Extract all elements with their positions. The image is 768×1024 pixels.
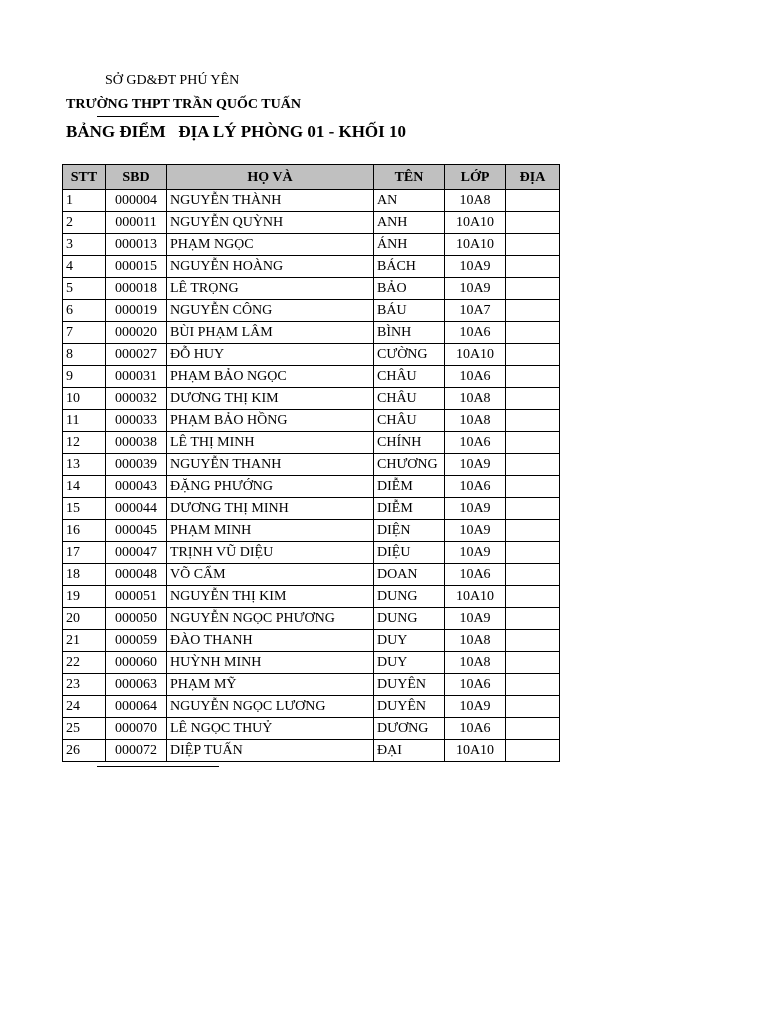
cell-ten: DUY [374,652,445,674]
table-row [63,278,560,300]
cell-dia [506,564,560,586]
cell-ho-va: PHẠM NGỌC [167,234,374,256]
cell-ten: CHÂU [374,410,445,432]
cell-stt: 12 [63,432,106,454]
cell-sbd: 000048 [106,564,167,586]
cell-ho-va: ĐỖ HUY [167,344,374,366]
cell-lop: 10A8 [445,652,506,674]
table-row [63,190,560,212]
table-row [63,256,560,278]
cell-ho-va: TRỊNH VŨ DIỆU [167,542,374,564]
cell-stt: 11 [63,410,106,432]
table-row [63,344,560,366]
school-name: TRƯỜNG THPT TRẦN QUỐC TUẤN [66,97,301,112]
cell-dia [506,432,560,454]
cell-stt: 4 [63,256,106,278]
header-row [63,165,560,190]
cell-dia [506,718,560,740]
cell-ten: ĐẠI [374,740,445,762]
school-underline [97,116,219,117]
cell-sbd: 000045 [106,520,167,542]
cell-sbd: 000059 [106,630,167,652]
table-row [63,410,560,432]
cell-ho-va: LÊ THỊ MINH [167,432,374,454]
cell-dia [506,388,560,410]
cell-sbd: 000027 [106,344,167,366]
table-body [63,190,560,762]
cell-lop: 10A6 [445,718,506,740]
table-row [63,630,560,652]
column-header-ten: TÊN [374,165,445,190]
cell-lop: 10A9 [445,454,506,476]
cell-stt: 25 [63,718,106,740]
cell-dia [506,300,560,322]
cell-lop: 10A8 [445,630,506,652]
footer-rule [97,766,219,767]
cell-stt: 17 [63,542,106,564]
cell-sbd: 000039 [106,454,167,476]
cell-ho-va: LÊ TRỌNG [167,278,374,300]
cell-ten: DUYÊN [374,696,445,718]
cell-sbd: 000038 [106,432,167,454]
cell-ten: DUY [374,630,445,652]
cell-dia [506,278,560,300]
cell-dia [506,520,560,542]
column-header-stt: STT [63,165,106,190]
cell-stt: 16 [63,520,106,542]
cell-ho-va: PHẠM BẢO HỒNG [167,410,374,432]
cell-ho-va: PHẠM MỸ [167,674,374,696]
cell-ho-va: NGUYỄN QUỲNH [167,212,374,234]
cell-sbd: 000060 [106,652,167,674]
cell-lop: 10A10 [445,740,506,762]
cell-stt: 8 [63,344,106,366]
cell-lop: 10A6 [445,432,506,454]
cell-stt: 22 [63,652,106,674]
cell-dia [506,696,560,718]
table-row [63,608,560,630]
cell-stt: 2 [63,212,106,234]
cell-ten: DUNG [374,586,445,608]
table-row [63,300,560,322]
cell-ten: CHÂU [374,366,445,388]
cell-stt: 3 [63,234,106,256]
cell-lop: 10A9 [445,278,506,300]
cell-stt: 14 [63,476,106,498]
cell-dia [506,344,560,366]
table-row [63,586,560,608]
cell-stt: 21 [63,630,106,652]
cell-dia [506,322,560,344]
cell-ho-va: NGUYỄN NGỌC PHƯƠNG [167,608,374,630]
cell-lop: 10A9 [445,256,506,278]
table-row [63,674,560,696]
cell-stt: 18 [63,564,106,586]
cell-stt: 24 [63,696,106,718]
cell-lop: 10A10 [445,586,506,608]
cell-ten: DIỆN [374,520,445,542]
cell-stt: 20 [63,608,106,630]
cell-lop: 10A8 [445,410,506,432]
cell-dia [506,410,560,432]
table-row [63,432,560,454]
cell-lop: 10A6 [445,674,506,696]
cell-dia [506,740,560,762]
cell-sbd: 000020 [106,322,167,344]
cell-ten: BÁU [374,300,445,322]
cell-lop: 10A10 [445,212,506,234]
cell-lop: 10A9 [445,498,506,520]
cell-dia [506,608,560,630]
cell-stt: 26 [63,740,106,762]
cell-sbd: 000011 [106,212,167,234]
cell-ten: BẢO [374,278,445,300]
cell-dia [506,586,560,608]
cell-dia [506,630,560,652]
cell-stt: 19 [63,586,106,608]
cell-lop: 10A6 [445,476,506,498]
column-header-dia: ĐỊA [506,165,560,190]
cell-lop: 10A9 [445,608,506,630]
cell-sbd: 000018 [106,278,167,300]
document-title: BẢNG ĐIỂM ĐỊA LÝ PHÒNG 01 - KHỐI 10 [66,122,407,141]
cell-sbd: 000004 [106,190,167,212]
cell-ho-va: ĐẶNG PHƯỚNG [167,476,374,498]
cell-sbd: 000050 [106,608,167,630]
cell-ten: CHƯƠNG [374,454,445,476]
cell-sbd: 000063 [106,674,167,696]
cell-sbd: 000033 [106,410,167,432]
cell-ten: DUNG [374,608,445,630]
cell-ho-va: NGUYỄN HOÀNG [167,256,374,278]
cell-ho-va: NGUYỄN CÔNG [167,300,374,322]
cell-sbd: 000032 [106,388,167,410]
cell-lop: 10A10 [445,234,506,256]
cell-ten: ANH [374,212,445,234]
cell-lop: 10A8 [445,388,506,410]
cell-ten: DUYÊN [374,674,445,696]
cell-ho-va: NGUYỄN NGỌC LƯƠNG [167,696,374,718]
table-header [63,165,560,190]
cell-stt: 5 [63,278,106,300]
column-header-ho-va: HỌ VÀ [167,165,374,190]
table-row [63,564,560,586]
table-row [63,740,560,762]
cell-ten: BÁCH [374,256,445,278]
cell-lop: 10A10 [445,344,506,366]
cell-ho-va: PHẠM BẢO NGỌC [167,366,374,388]
cell-ho-va: PHẠM MINH [167,520,374,542]
table-row [63,454,560,476]
cell-sbd: 000015 [106,256,167,278]
cell-dia [506,674,560,696]
cell-sbd: 000051 [106,586,167,608]
cell-dia [506,454,560,476]
cell-dia [506,652,560,674]
cell-dia [506,212,560,234]
cell-stt: 9 [63,366,106,388]
cell-ten: DƯƠNG [374,718,445,740]
department-label: SỞ GD&ĐT PHÚ YÊN [105,73,240,88]
cell-ten: BÌNH [374,322,445,344]
cell-ten: DIỆU [374,542,445,564]
cell-ho-va: VÕ CẨM [167,564,374,586]
cell-lop: 10A8 [445,190,506,212]
cell-sbd: 000072 [106,740,167,762]
table-row [63,234,560,256]
cell-lop: 10A6 [445,564,506,586]
cell-ho-va: DƯƠNG THỊ MINH [167,498,374,520]
table-row [63,652,560,674]
cell-stt: 6 [63,300,106,322]
cell-sbd: 000031 [106,366,167,388]
score-table [62,164,560,762]
cell-stt: 23 [63,674,106,696]
table-row [63,322,560,344]
cell-dia [506,476,560,498]
cell-dia [506,542,560,564]
cell-dia [506,256,560,278]
cell-ho-va: DƯƠNG THỊ KIM [167,388,374,410]
cell-ho-va: NGUYỄN THÀNH [167,190,374,212]
cell-stt: 13 [63,454,106,476]
cell-sbd: 000044 [106,498,167,520]
cell-ho-va: BÙI PHẠM LÂM [167,322,374,344]
cell-sbd: 000064 [106,696,167,718]
column-header-lop: LỚP [445,165,506,190]
cell-lop: 10A9 [445,520,506,542]
cell-ho-va: LÊ NGỌC THUỶ [167,718,374,740]
cell-dia [506,190,560,212]
cell-dia [506,234,560,256]
cell-lop: 10A6 [445,366,506,388]
cell-ho-va: DIỆP TUẤN [167,740,374,762]
cell-sbd: 000019 [106,300,167,322]
cell-ten: AN [374,190,445,212]
cell-lop: 10A6 [445,322,506,344]
cell-ho-va: NGUYỄN THANH [167,454,374,476]
table-row [63,388,560,410]
table-row [63,520,560,542]
table-row [63,476,560,498]
cell-ho-va: HUỲNH MINH [167,652,374,674]
cell-ho-va: NGUYỄN THỊ KIM [167,586,374,608]
cell-lop: 10A7 [445,300,506,322]
table-row [63,718,560,740]
cell-sbd: 000043 [106,476,167,498]
cell-ten: DIỄM [374,476,445,498]
cell-ten: CHÂU [374,388,445,410]
table-row [63,498,560,520]
cell-sbd: 000013 [106,234,167,256]
cell-ho-va: ĐÀO THANH [167,630,374,652]
cell-stt: 10 [63,388,106,410]
cell-sbd: 000047 [106,542,167,564]
cell-ten: DOAN [374,564,445,586]
cell-ten: CHÍNH [374,432,445,454]
table-row [63,366,560,388]
column-header-sbd: SBD [106,165,167,190]
cell-ten: DIỄM [374,498,445,520]
cell-dia [506,498,560,520]
cell-stt: 7 [63,322,106,344]
table-row [63,212,560,234]
cell-lop: 10A9 [445,696,506,718]
cell-ten: CƯỜNG [374,344,445,366]
cell-stt: 15 [63,498,106,520]
cell-stt: 1 [63,190,106,212]
cell-ten: ÁNH [374,234,445,256]
table-row [63,542,560,564]
cell-sbd: 000070 [106,718,167,740]
cell-lop: 10A9 [445,542,506,564]
table-row [63,696,560,718]
cell-dia [506,366,560,388]
